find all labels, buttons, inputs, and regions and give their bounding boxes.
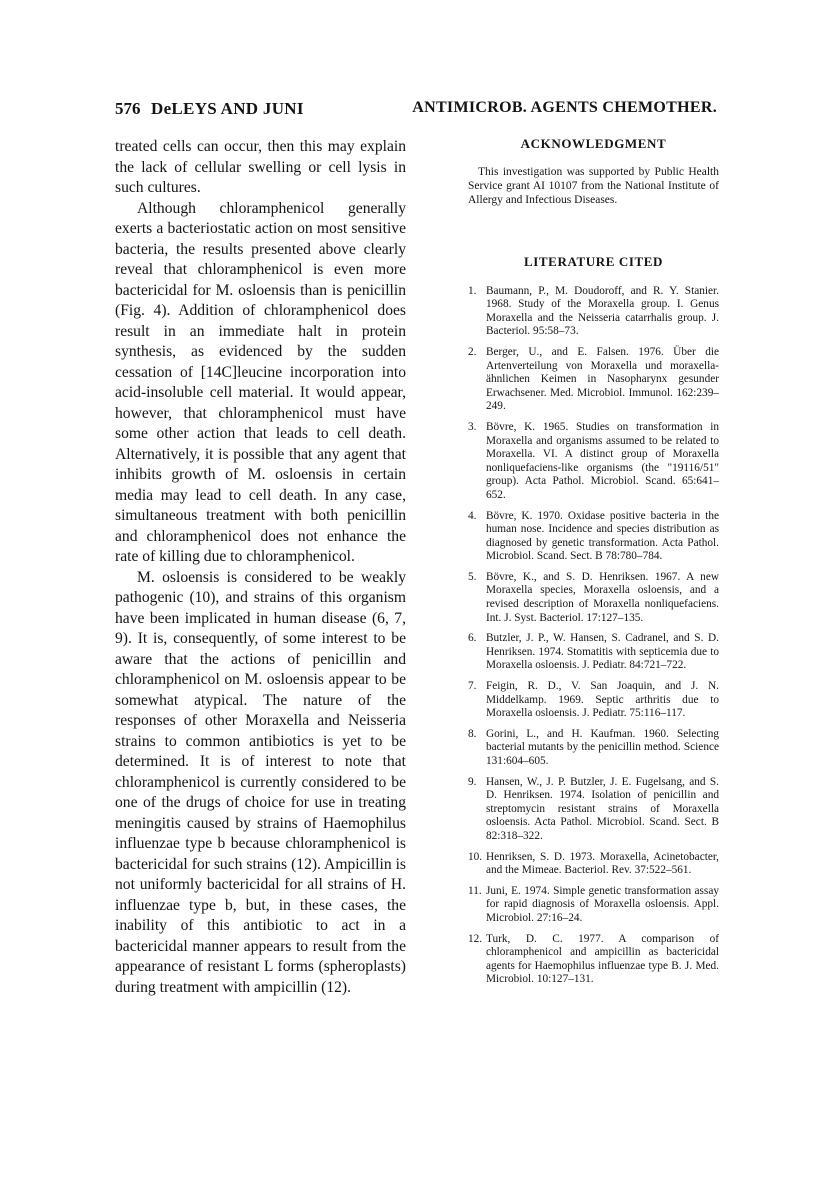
reference-item: 4. Bövre, K. 1970. Oxidase positive bacteria in the human nose. Incidence and species distribution as diagnosed by genetic transformation. Acta Pathol. Microbiol. Scand. Sect. B 78:780–784.: [468, 509, 719, 563]
running-authors: DeLEYS AND JUNI: [151, 99, 304, 118]
right-column: [468, 136, 719, 994]
reference-list: [468, 285, 719, 987]
literature-cited-heading: LITERATURE CITED: [523, 253, 664, 269]
page-number: 576: [115, 99, 141, 118]
acknowledgment-text: This investigation was supported by Public Health Service grant AI 10107 from the National Institute of Allergy and Infectious Diseases.: [468, 166, 719, 207]
paragraph-continuation: treated cells can occur, then this may explain the lack of cellular swelling or cell lysis in such cultures.: [115, 138, 406, 196]
reference-item: 7. Feigin, R. D., V. San Joaquin, and J. N. Middelkamp. 1969. Septic arthritis due to Moraxella osloensis. J. Pediatr. 75:116–117.: [468, 680, 719, 720]
reference-item: 2. Berger, U., and E. Falsen. 1976. Über die Artenverteilung von Moraxella und moraxella-ähnlichen Keimen in Nasopharynx gesunder Erwachsener. Med. Microbiol. Immunol. 162:239–249.: [468, 345, 719, 413]
reference-item: 8. Gorini, L., and H. Kaufman. 1960. Selecting bacterial mutants by the penicillin method. Science 131:604–605.: [468, 727, 719, 768]
reference-item: 3. Bövre, K. 1965. Studies on transformation in Moraxella and organisms assumed to be related to Moraxella. VI. A distinct group of Moraxella nonliquefaciens-like organisms (the "19116/51" group). Acta Pathol. Microbiol. Scand. 65:641–652.: [468, 420, 719, 501]
reference-item: 12. Turk, D. C. 1977. A comparison of chloramphenicol and ampicillin as bactericidal agents for Haemophilus influenzae type B. J. Med. Microbiol. 10:127–131.: [468, 932, 719, 986]
reference-item: 1. Baumann, P., M. Doudoroff, and R. Y. Stanier. 1968. Study of the Moraxella group. I. Genus Moraxella and the Neisseria catarrhalis group. J. Bacteriol. 95:58–73.: [468, 284, 719, 338]
reference-item: 9. Hansen, W., J. P. Butzler, J. E. Fugelsang, and S. D. Henriksen. 1974. Isolation of penicillin and streptomycin resistant strains of Moraxella osloensis. Acta Pathol. Microbiol. Scand. Sect. B 82:318–322.: [468, 775, 719, 842]
paragraph-pathogenicity: M. osloensis is considered to be weakly pathogenic (10), and strains of this organism have been implicated in human disease (6, 7, 9). It is, consequently, of some interest to be aware that the actions of penicillin and chloramphenicol on M. osloensis appear to be somewhat atypical. The nature of the responses of other Moraxella and Neisseria strains to common antibiotics is yet to be determined. It is of interest to note that chloramphenicol is currently considered to be one of the drugs of choice for use in treating meningitis caused by strains of Haemophilus influenzae type b because chloramphenicol is bactericidal for such strains (12). Ampicillin is not uniformly bactericidal for all strains of H. influenzae type b, but, in these cases, the inability of this antibiotic to act in a bactericidal manner appears to result from the appearance of resistant L forms (spheroplasts) during treatment with ampicillin (12).: [115, 568, 406, 996]
reference-item: 10. Henriksen, S. D. 1973. Moraxella, Acinetobacter, and the Mimeae. Bacteriol. Rev. 37:522–561.: [468, 850, 719, 877]
acknowledgment-heading: ACKNOWLEDGMENT: [520, 136, 667, 151]
left-column: [115, 137, 406, 998]
reference-item: 11. Juni, E. 1974. Simple genetic transformation assay for rapid diagnosis of Moraxella osloensis. Appl. Microbiol. 27:16–24.: [468, 884, 719, 924]
reference-item: 5. Bövre, K., and S. D. Henriksen. 1967. A new Moraxella species, Moraxella osloensis, and a revised description of Moraxella nonliquefaciens. Int. J. Syst. Bacteriol. 17:127–135.: [468, 570, 719, 624]
running-header: [115, 99, 717, 123]
reference-item: 6. Butzler, J. P., W. Hansen, S. Cadranel, and S. D. Henriksen. 1974. Stomatitis with septicemia due to Moraxella osloensis. J. Pediatr. 84:721–722.: [468, 632, 719, 672]
journal-name: ANTIMICROB. AGENTS CHEMOTHER.: [412, 99, 717, 116]
paragraph-chloramphenicol: Although chloramphenicol generally exerts a bacteriostatic action on most sensitive bacteria, the results presented above clearly reveal that chloramphenicol is even more bactericidal for M. osloensis than is penicillin (Fig. 4). Addition of chloramphenicol does result in an immediate halt in protein synthesis, as evidenced by the sudden cessation of [14C]leucine incorporation into acid-insoluble cell material. It would appear, however, that chloramphenicol must have some other action that leads to cell death. Alternatively, it is possible that any agent that inhibits growth of M. osloensis in certain media may lead to cell death. In any case, simultaneous treatment with both penicillin and chloramphenicol does not enhance the rate of killing due to chloramphenicol.: [115, 199, 406, 565]
